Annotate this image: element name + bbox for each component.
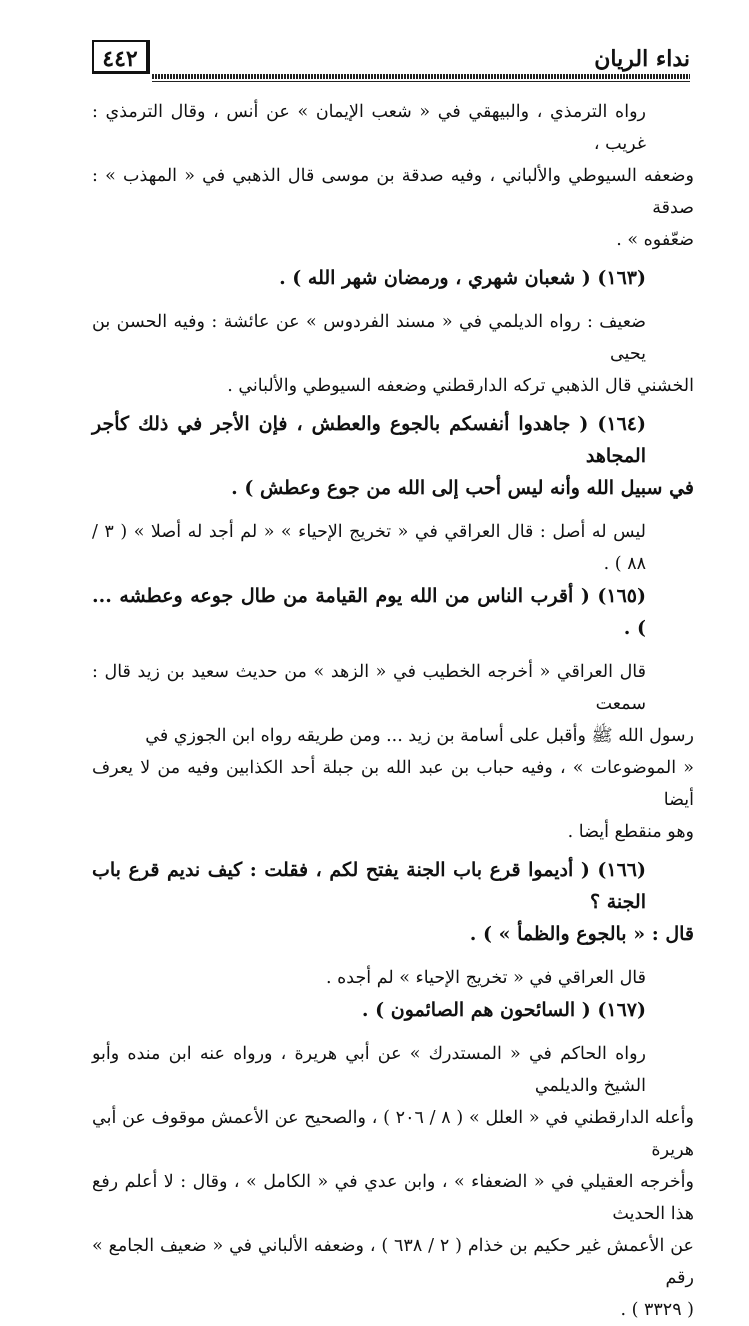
hadith-line: قال : « بالجوع والظمأ » ) .	[469, 923, 694, 945]
hadith-block	[92, 408, 694, 504]
hadith-line: (١٦٧) ( السائحون هم الصائمون ) .	[361, 999, 646, 1021]
page-number: ٤٤٢	[92, 40, 150, 74]
commentary-line: ليس له أصل : قال العراقي في « تخريج الإحياء » « لم أجد له أصلا » ( ٣ / ٨٨ ) .	[92, 522, 646, 574]
commentary-line: رسول الله ﷺ وأقبل على أسامة بن زيد ... ومن طريقه رواه ابن الجوزي في	[145, 726, 694, 746]
commentary-line: عن الأعمش غير حكيم بن خذام ( ٢ / ٦٣٨ ) ، وضعفه الألباني في « ضعيف الجامع » رقم	[92, 1236, 694, 1288]
commentary-line: وضعفه السيوطي والألباني ، وفيه صدقة بن موسى قال الذهبي في « المهذب » : صدقة	[92, 166, 694, 218]
commentary-block	[92, 1038, 694, 1326]
commentary-line: « الموضوعات » ، وفيه حباب بن عبد الله بن جبلة أحد الكذابين وفيه من لا يعرف أيضا	[92, 758, 694, 810]
commentary-block	[92, 96, 694, 256]
commentary-line: وأخرجه العقيلي في « الضعفاء » ، وابن عدي في « الكامل » ، وقال : لا أعلم رفع هذا الحديث	[92, 1172, 694, 1224]
commentary-line: الخشني قال الذهبي تركه الدارقطني وضعفه السيوطي والألباني .	[227, 376, 694, 396]
hadith-block	[92, 854, 694, 950]
hadith-block	[92, 262, 694, 294]
commentary-line: قال العراقي « أخرجه الخطيب في « الزهد » من حديث سعيد بن زيد قال : سمعت	[92, 662, 646, 714]
hadith-block	[92, 994, 694, 1026]
commentary-line: رواه الحاكم في « المستدرك » عن أبي هريرة ، ورواه عنه ابن منده وأبو الشيخ والديلمي	[92, 1044, 646, 1096]
hadith-line: (١٦٥) ( أقرب الناس من الله يوم القيامة من طال جوعه وعطشه ... ) .	[92, 585, 646, 639]
hadith-line: في سبيل الله وأنه ليس أحب إلى الله من جوع وعطش ) .	[231, 477, 694, 499]
commentary-line: ( ٣٣٢٩ ) .	[620, 1300, 694, 1320]
hadith-line: (١٦٤) ( جاهدوا أنفسكم بالجوع والعطش ، فإن الأجر في ذلك كأجر المجاهد	[92, 413, 646, 467]
commentary-line: وأعله الدارقطني في « العلل » ( ٨ / ٢٠٦ ) ، والصحيح عن الأعمش موقوف عن أبي هريرة	[92, 1108, 694, 1160]
header-rule	[152, 74, 690, 79]
commentary-line: وهو منقطع أيضا .	[567, 822, 694, 842]
hadith-line: (١٦٦) ( أديموا قرع باب الجنة يفتح لكم ، فقلت : كيف نديم قرع باب الجنة ؟	[92, 859, 646, 913]
header-rule-thin	[152, 81, 690, 82]
hadith-line: (١٦٣) ( شعبان شهري ، ورمضان شهر الله ) .	[279, 267, 646, 289]
commentary-block	[92, 962, 694, 994]
commentary-line: رواه الترمذي ، والبيهقي في « شعب الإيمان » عن أنس ، وقال الترمذي : غريب ،	[92, 102, 646, 154]
commentary-line: قال العراقي في « تخريج الإحياء » لم أجده .	[325, 968, 646, 988]
book-title: نداء الريان	[594, 46, 690, 72]
commentary-block	[92, 516, 694, 580]
commentary-line: ضعيف : رواه الديلمي في « مسند الفردوس » عن عائشة : وفيه الحسن بن يحيى	[92, 312, 646, 364]
commentary-line: ضعّفوه » .	[616, 230, 694, 250]
page-body	[92, 96, 694, 1326]
commentary-block	[92, 656, 694, 848]
commentary-block	[92, 306, 694, 402]
hadith-block	[92, 580, 694, 644]
page-header	[92, 40, 690, 88]
